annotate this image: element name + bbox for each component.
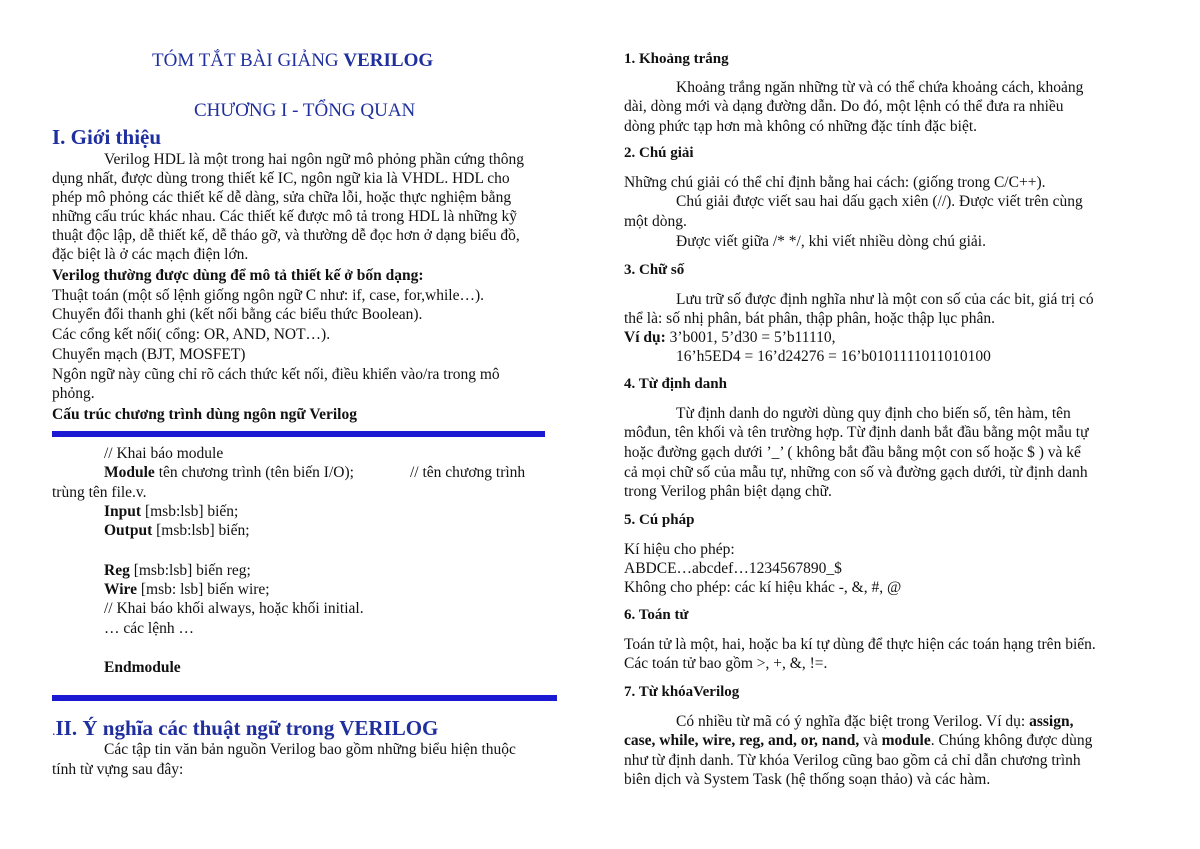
keyword-assign: assign, bbox=[1029, 713, 1074, 730]
language-note-line: Ngôn ngữ này cũng chỉ rõ cách thức kết nối, điều khiển vào/ra trong mô bbox=[52, 366, 500, 383]
subsection-6-title: 6. Toán tử bbox=[624, 607, 689, 623]
document-title-prefix: TÓM TẮT BÀI GIẢNG bbox=[152, 50, 344, 71]
intro-line: phép mô phỏng các thiết kế dễ dàng, sửa chữa lỗi, hoặc thực nghiệm bằng bbox=[52, 189, 512, 206]
wire-decl: [msb: lsb] biến wire; bbox=[137, 581, 270, 598]
intro-line: thuật độc lập, dễ thiết kế, dễ tháo gỡ, và thường dễ đọc hơn ở dạng biểu đồ, bbox=[52, 227, 520, 244]
subsection-5-line: Kí hiệu cho phép: bbox=[624, 541, 735, 558]
subsection-3-title: 3. Chữ số bbox=[624, 262, 685, 278]
keyword-note: . Chúng không được dùng bbox=[930, 732, 1093, 749]
subsection-7-line: biên dịch và System Task (hệ thống soạn thảo) và các hàm. bbox=[624, 771, 991, 788]
code-output-line bbox=[104, 521, 250, 540]
example-values: 3’b001, 5’d30 = 5’b11110, bbox=[665, 329, 836, 346]
example-label: Ví dụ: bbox=[624, 329, 666, 346]
structure-heading: Cấu trúc chương trình dùng ngôn ngữ Verilog bbox=[52, 406, 357, 423]
chapter-title: CHƯƠNG I - TỔNG QUAN bbox=[194, 100, 416, 121]
form-item: Thuật toán (một số lệnh giống ngôn ngữ C như: if, case, for,while…). bbox=[52, 287, 485, 304]
keyword-list: case, while, wire, reg, and, or, nand, bbox=[624, 732, 860, 749]
subsection-1-line: dòng phức tạp hơn mà không có những đặc tính đặc biệt. bbox=[624, 118, 978, 135]
section-1-title: I. Giới thiệu bbox=[52, 125, 162, 149]
code-module-comment: // tên chương trình bbox=[410, 464, 526, 481]
form-item: Các cổng kết nối( cổng: OR, AND, NOT…). bbox=[52, 326, 331, 343]
module-keyword: Module bbox=[104, 464, 155, 481]
keyword-module: module bbox=[881, 732, 931, 749]
code-top-divider bbox=[52, 431, 545, 437]
subsection-1-line: dài, dòng mới và dạng đường dẫn. Do đó, một lệnh có thể đưa ra nhiều bbox=[624, 98, 1064, 115]
output-decl: [msb:lsb] biến; bbox=[152, 522, 250, 539]
section-2-line: tính từ vựng sau đây: bbox=[52, 761, 184, 778]
form-item: Chuyển đổi thanh ghi (kết nối bằng các biểu thức Boolean). bbox=[52, 306, 423, 323]
subsection-3-example bbox=[624, 328, 836, 347]
keyword-conjunction: và bbox=[859, 732, 882, 749]
section-2-title-text: II. Ý nghĩa các thuật ngữ trong VERILOG bbox=[55, 716, 439, 740]
module-signature: tên chương trình (tên biến I/O); bbox=[154, 464, 354, 481]
code-bottom-divider bbox=[52, 695, 557, 701]
intro-line: dụng nhất, được dùng trong thiết kế IC, ngôn ngữ kia là VHDL. HDL cho bbox=[52, 170, 510, 187]
section-2-title bbox=[52, 716, 438, 741]
code-module-line bbox=[104, 463, 354, 482]
forms-heading: Verilog thường được dùng để mô tả thiết kế ở bốn dạng: bbox=[52, 267, 424, 284]
code-wire-line bbox=[104, 580, 270, 599]
subsection-4-line: hoặc đường gạch dưới ’_’ ( không bắt đầu bằng một con số hoặc $ ) và kể bbox=[624, 444, 1081, 461]
subsection-4-line: trong Verilog phân biệt dạng chữ. bbox=[624, 483, 832, 500]
document-title bbox=[152, 50, 433, 72]
section-2-prefix: . bbox=[52, 724, 56, 739]
subsection-2-line: một dòng. bbox=[624, 213, 687, 230]
subsection-3-line: Lưu trữ số được định nghĩa như là một con số của các bit, giá trị có bbox=[676, 291, 1094, 308]
subsection-2-line: Được viết giữa /* */, khi viết nhiều dòng chú giải. bbox=[676, 233, 986, 250]
code-module-continuation: trùng tên file.v. bbox=[52, 484, 147, 501]
subsection-3-example-2: 16’h5ED4 = 16’d24276 = 16’b0101111011010100 bbox=[676, 348, 991, 365]
subsection-2-title: 2. Chú giải bbox=[624, 145, 694, 161]
code-endmodule: Endmodule bbox=[104, 659, 181, 676]
subsection-4-line: cả mọi chữ số của mẫu tự, những con số và đường gạch dưới, từ định danh bbox=[624, 464, 1088, 481]
subsection-7-line bbox=[624, 731, 1092, 750]
subsection-4-title: 4. Từ định danh bbox=[624, 376, 727, 392]
code-input-line bbox=[104, 502, 238, 521]
form-item: Chuyển mạch (BJT, MOSFET) bbox=[52, 346, 246, 363]
subsection-6-line: Toán tử là một, hai, hoặc ba kí tự dùng để thực hiện các toán hạng trên biến. bbox=[624, 636, 1096, 653]
subsection-2-line: Những chú giải có thể chỉ định bằng hai cách: (giống trong C/C++). bbox=[624, 174, 1046, 191]
subsection-2-line: Chú giải được viết sau hai dấu gạch xiên (//). Được viết trên cùng bbox=[676, 193, 1083, 210]
subsection-1-line: Khoảng trắng ngăn những từ và có thể chứa khoảng cách, khoảng bbox=[676, 79, 1084, 96]
intro-line: Verilog HDL là một trong hai ngôn ngữ mô phỏng phần cứng thông bbox=[104, 151, 525, 168]
code-statements: … các lệnh … bbox=[104, 620, 194, 637]
subsection-3-line: thể là: số nhị phân, bát phân, thập phân, hoặc thập lục phân. bbox=[624, 310, 996, 327]
intro-line: những cấu trúc khác nhau. Các thiết kế được mô tả trong HDL là những kỹ bbox=[52, 208, 517, 225]
document-title-bold: VERILOG bbox=[343, 50, 434, 71]
subsection-7-title: 7. Từ khóaVerilog bbox=[624, 684, 740, 700]
subsection-7-line: như từ định danh. Từ khóa Verilog cũng bao gồm cả chỉ dẫn chương trình bbox=[624, 752, 1081, 769]
code-reg-line bbox=[104, 561, 251, 580]
input-keyword: Input bbox=[104, 503, 142, 520]
subsection-5-line: Không cho phép: các kí hiệu khác -, &, #, @ bbox=[624, 579, 902, 596]
wire-keyword: Wire bbox=[104, 581, 138, 598]
input-decl: [msb:lsb] biến; bbox=[141, 503, 239, 520]
reg-keyword: Reg bbox=[104, 562, 130, 579]
code-comment-module: // Khai báo module bbox=[104, 445, 224, 462]
code-comment-always: // Khai báo khối always, hoặc khối initial. bbox=[104, 600, 364, 617]
reg-decl: [msb:lsb] biến reg; bbox=[129, 562, 251, 579]
intro-line: đặc biệt là ở các mạch điện lớn. bbox=[52, 246, 249, 263]
subsection-7-line bbox=[676, 712, 1073, 731]
section-2-line: Các tập tin văn bản nguồn Verilog bao gồm những biểu hiện thuộc bbox=[104, 741, 516, 758]
subsection-1-title: 1. Khoảng trắng bbox=[624, 51, 729, 67]
output-keyword: Output bbox=[104, 522, 153, 539]
subsection-4-line: Từ định danh do người dùng quy định cho biến số, tên hàm, tên bbox=[676, 405, 1071, 422]
language-note-line: phỏng. bbox=[52, 385, 95, 402]
subsection-5-title: 5. Cú pháp bbox=[624, 512, 695, 528]
keyword-intro: Có nhiều từ mã có ý nghĩa đặc biệt trong Verilog. Ví dụ: bbox=[676, 713, 1030, 730]
subsection-4-line: môđun, tên khối và tên trường hợp. Từ định danh bắt đầu bằng một mẫu tự bbox=[624, 424, 1089, 441]
subsection-6-line: Các toán tử bao gồm >, +, &, !=. bbox=[624, 655, 828, 672]
subsection-5-line: ABDCE…abcdef…1234567890_$ bbox=[624, 560, 842, 577]
